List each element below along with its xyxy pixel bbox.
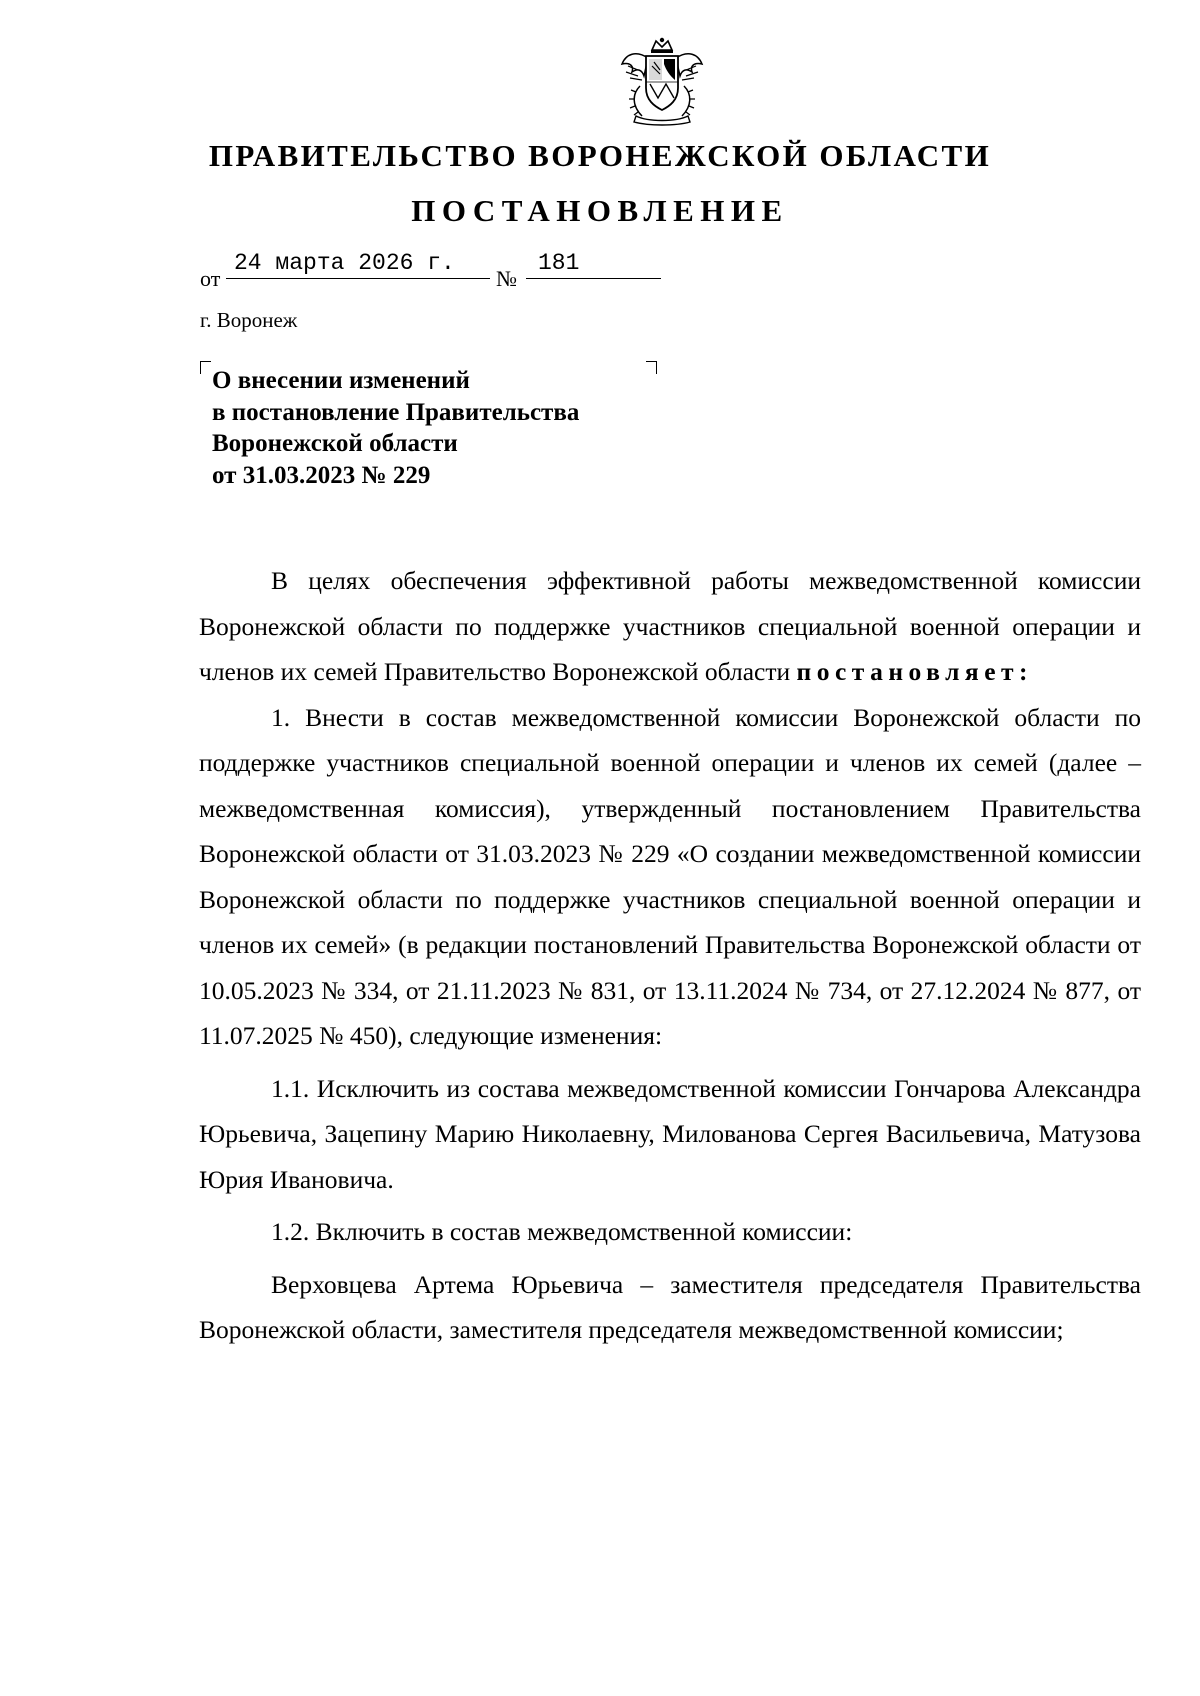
document-subject xyxy=(212,365,579,491)
item-1-2-paragraph: 1.2. Включить в состав межведомственной комиссии: xyxy=(271,1217,853,1246)
subject-corner-left xyxy=(200,361,211,374)
date-number-line xyxy=(200,250,670,290)
number-prefix-label: № xyxy=(496,266,517,291)
subject-line: Воронежской области xyxy=(212,430,458,457)
preamble-paragraph xyxy=(199,558,1141,695)
city-label: г. Воронеж xyxy=(200,308,298,332)
document-number: 181 xyxy=(526,250,661,279)
subject-line: О внесении изменений xyxy=(212,367,470,394)
government-title: ПРАВИТЕЛЬСТВО ВОРОНЕЖСКОЙ ОБЛАСТИ xyxy=(208,138,992,173)
document-type-title: ПОСТАНОВЛЕНИЕ xyxy=(411,193,789,228)
coat-of-arms-icon xyxy=(618,36,706,126)
preamble-text: В целях обеспечения эффективной работы межведомственной комиссии Воронежской области по поддержке участников специальной военной операции и членов их семей Правительство Воронежской области xyxy=(199,566,1141,686)
subject-corner-right xyxy=(646,361,657,374)
decree-word: постановляет: xyxy=(796,657,1034,686)
document-body xyxy=(199,558,1141,1353)
subject-line: от 31.03.2023 № 229 xyxy=(212,461,431,489)
subject-line: в постановление Правительства xyxy=(212,398,580,426)
date-prefix-label: от xyxy=(200,266,221,291)
item-1-paragraph: 1. Внести в состав межведомственной комиссии Воронежской области по поддержке участников специальной военной операции и членов их семей (далее – межведомственная комиссия), утвержденный постановлением Правительства Воронежской области от 31.03.2023 № 229 «О создании межведомственной комиссии Воронежской области по поддержке участников специальной военной операции и членов их семей» (в редакции постановлений Правительства Воронежской области от 10.05.2023 № 334, от 21.11.2023 № 831, от 13.11.2024 № 734, от 27.12.2024 № 877, от 11.07.2025 № 450), следующие изменения: xyxy=(199,702,1141,1050)
item-1-1-paragraph: 1.1. Исключить из состава межведомственной комиссии Гончарова Александра Юрьевича, Зацепину Марию Николаевну, Милованова Сергея Васильевича, Матузова Юрия Ивановича. xyxy=(199,1073,1141,1194)
document-date: 24 марта 2026 г. xyxy=(226,250,490,279)
item-1-2-person-paragraph: Верховцева Артема Юрьевича – заместителя председателя Правительства Воронежской области, заместителя председателя межведомственной комиссии; xyxy=(199,1269,1141,1344)
